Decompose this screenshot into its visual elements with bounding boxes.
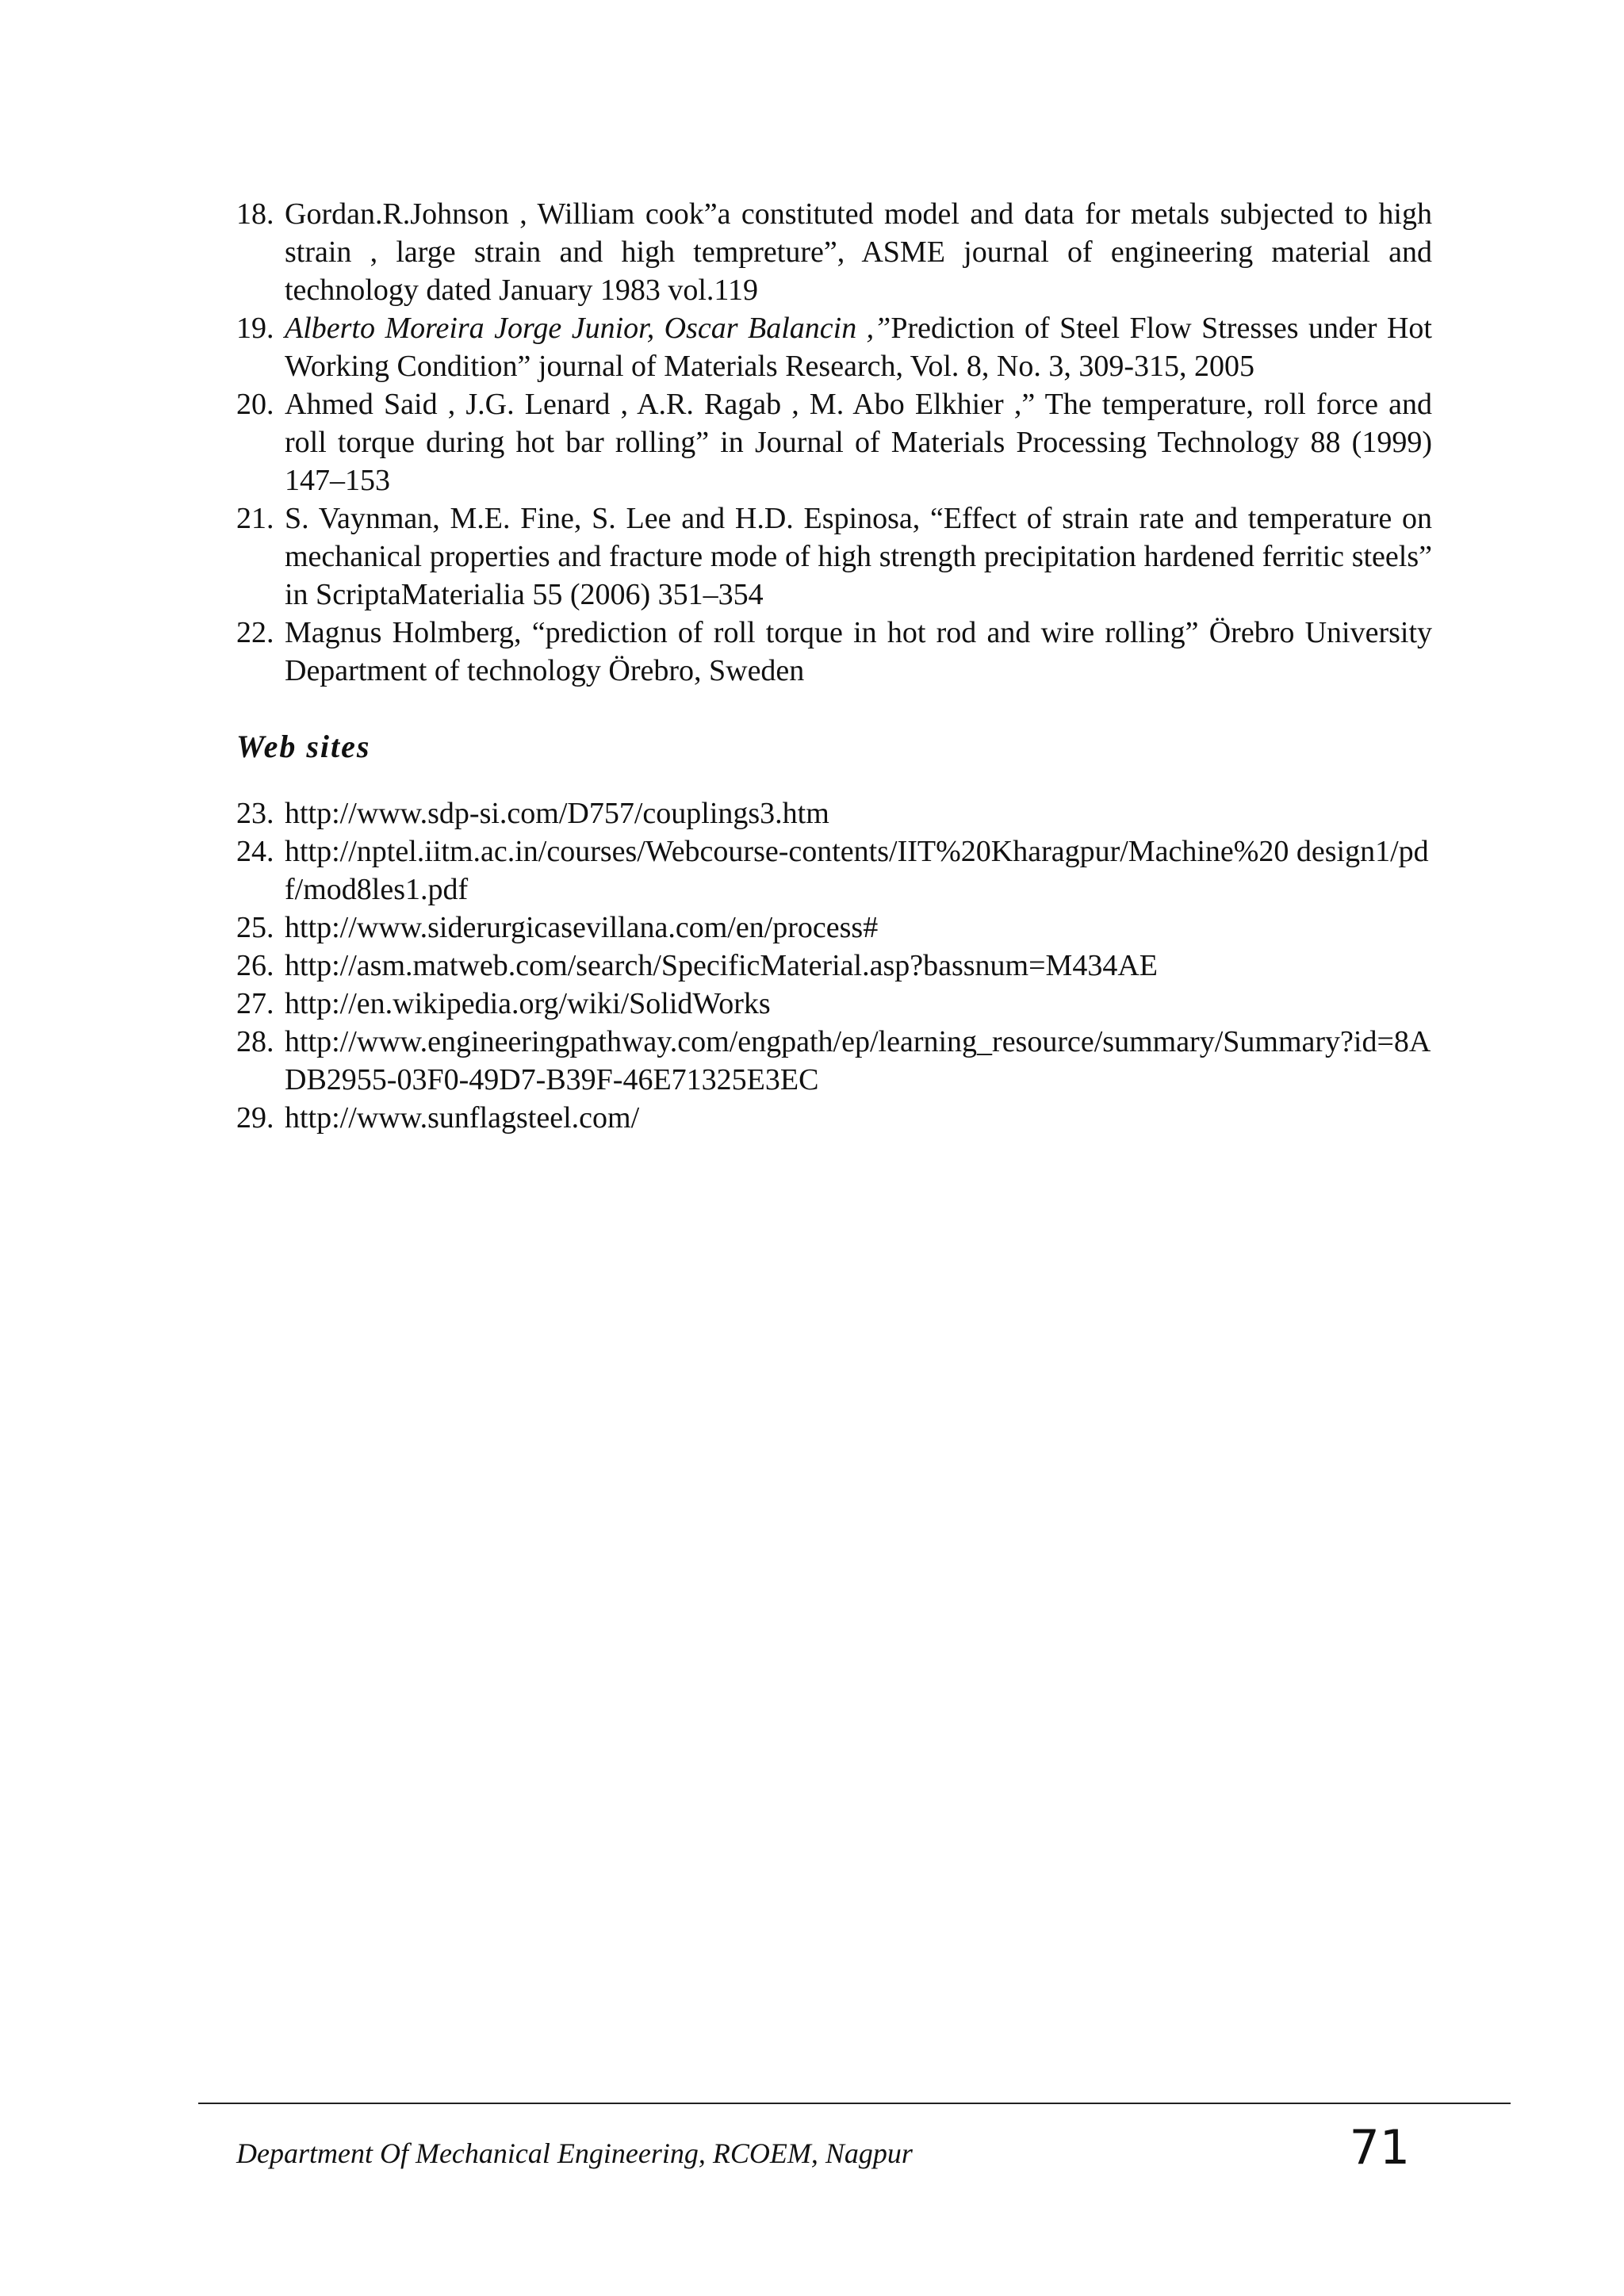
web-site-url[interactable]: http://www.siderurgicasevillana.com/en/process# — [285, 911, 879, 944]
reference-number: 24. — [236, 835, 274, 868]
reference-item-20 — [236, 385, 1432, 499]
web-site-item-25 — [236, 909, 1432, 947]
web-site-item-27 — [236, 985, 1432, 1023]
web-sites-list — [236, 794, 1432, 1137]
reference-list — [236, 195, 1432, 690]
reference-number: 19. — [236, 312, 274, 345]
page-number: 71 — [1349, 2120, 1410, 2175]
reference-number: 23. — [236, 797, 274, 830]
reference-number: 27. — [236, 987, 274, 1020]
web-site-url[interactable]: http://www.sunflagsteel.com/ — [285, 1101, 640, 1135]
reference-number: 20. — [236, 388, 274, 421]
reference-text: Gordan.R.Johnson , William cook”a constituted model and data for metals subjected to high strain , large strain and high tempreture”, ASME journal of engineering material and technology dated January 1983 vol.119 — [285, 197, 1432, 307]
web-sites-heading: Web sites — [236, 729, 371, 764]
reference-authors: Alberto Moreira Jorge Junior, Oscar Balancin ,” — [285, 312, 891, 345]
web-site-item-29 — [236, 1099, 1432, 1137]
reference-number: 26. — [236, 949, 274, 982]
reference-item-19 — [236, 309, 1432, 385]
web-site-item-24 — [236, 832, 1432, 909]
web-site-item-23 — [236, 794, 1432, 832]
reference-number: 25. — [236, 911, 274, 944]
web-site-url[interactable]: http://nptel.iitm.ac.in/courses/Webcourse-contents/IIT%20Kharagpur/Machine%20 design1/pdf/mod8les1.pdf — [285, 835, 1429, 906]
web-site-url[interactable]: http://asm.matweb.com/search/SpecificMaterial.asp?bassnum=M434AE — [285, 949, 1158, 982]
reference-text: Prediction of Steel Flow Stresses under Hot Working Condition” journal of Materials Research, Vol. 8, No. 3, 309-315, 2005 — [285, 312, 1432, 383]
web-site-item-26 — [236, 947, 1432, 985]
reference-text: Ahmed Said , J.G. Lenard , A.R. Ragab , M. Abo Elkhier ,” The temperature, roll force and roll torque during hot bar rolling” in Journal of Materials Processing Technology 88 (1999) 147–153 — [285, 388, 1432, 497]
web-site-url[interactable]: http://www.engineeringpathway.com/engpath/ep/learning_resource/summary/Summary?id=8ADB2955-03F0-49D7-B39F-46E71325E3EC — [285, 1025, 1431, 1096]
reference-item-22 — [236, 614, 1432, 690]
reference-item-21 — [236, 499, 1432, 614]
reference-number: 18. — [236, 197, 274, 231]
reference-number: 29. — [236, 1101, 274, 1135]
web-site-url[interactable]: http://en.wikipedia.org/wiki/SolidWorks — [285, 987, 771, 1020]
page-content — [236, 195, 1432, 1137]
reference-text: Magnus Holmberg, “prediction of roll torque in hot rod and wire rolling” Örebro University Department of technology Örebro, Sweden — [285, 616, 1432, 687]
reference-number: 28. — [236, 1025, 274, 1058]
reference-text: S. Vaynman, M.E. Fine, S. Lee and H.D. Espinosa, “Effect of strain rate and temperature on mechanical properties and fracture mode of high strength precipitation hardened ferritic steels” in ScriptaMaterialia 55 (2006) 351–354 — [285, 502, 1432, 611]
web-site-item-28 — [236, 1023, 1432, 1099]
reference-number: 22. — [236, 616, 274, 649]
reference-number: 21. — [236, 502, 274, 535]
footer-divider — [198, 2103, 1511, 2104]
footer-department: Department Of Mechanical Engineering, RCOEM, Nagpur — [236, 2137, 913, 2169]
reference-item-18 — [236, 195, 1432, 309]
web-site-url[interactable]: http://www.sdp-si.com/D757/couplings3.htm — [285, 797, 829, 830]
